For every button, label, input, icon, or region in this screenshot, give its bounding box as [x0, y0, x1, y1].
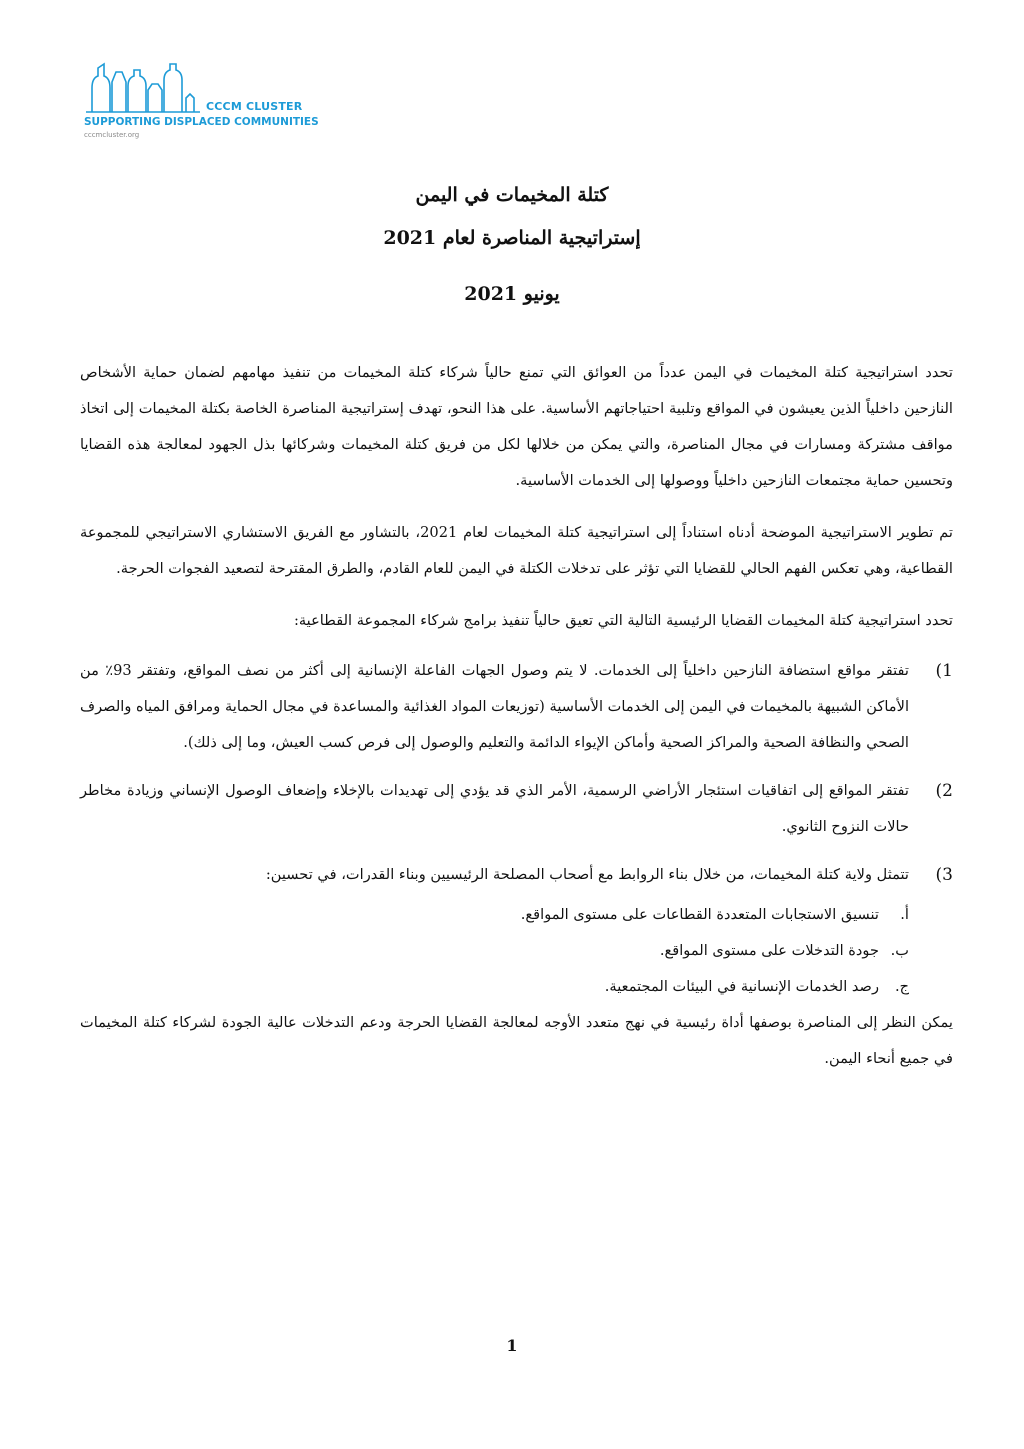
- sub-list-letter: أ.: [900, 906, 909, 923]
- sub-list-text: جودة التدخلات على مستوى المواقع.: [659, 942, 879, 959]
- document-date: يونيو 2021: [464, 283, 560, 305]
- document-body: [80, 355, 953, 1093]
- list-item-text: تفتقر المواقع إلى اتفاقيات استئجار الأراضي الرسمية، الأمر الذي قد يؤدي إلى تهديدات بالإخلاء وإضعاف الوصول الإنساني وزيادة مخاطر حالات النزوح الثانوي.: [80, 782, 909, 835]
- list-item-number: 1): [935, 661, 953, 681]
- list-item: [80, 857, 953, 893]
- sub-list-letter: ب.: [890, 942, 909, 959]
- cccm-logo: [82, 58, 322, 148]
- sub-list-item: [80, 933, 953, 969]
- logo-tagline: SUPPORTING DISPLACED COMMUNITIES: [84, 116, 319, 128]
- sub-list-letter: ج.: [894, 978, 909, 995]
- people-silhouette-icon: [82, 58, 206, 114]
- document-title: كتلة المخيمات في اليمن: [415, 184, 609, 206]
- list-item-text: تفتقر مواقع استضافة النازحين داخلياً إلى الخدمات. لا يتم وصول الجهات الفاعلة الإنسانية إلى أكثر من نصف المواقع، وتفتقر 93٪ من الأماكن الشبيهة بالمخيمات في اليمن إلى الخدمات الأساسية (توزيعات المواد الغذائية والمساعدة في مجال الحماية ومرافق المياه والصرف الصحي والنظافة الصحية والمراكز الصحية وأماكن الإيواء الدائمة والتعليم والوصول إلى فرص كسب العيش، وما إلى ذلك).: [80, 662, 909, 751]
- logo-brand: CCCM CLUSTER: [206, 100, 303, 113]
- list-item: [80, 773, 953, 845]
- sub-list-text: تنسيق الاستجابات المتعددة القطاعات على مستوى المواقع.: [520, 906, 879, 923]
- list-item-number: 3): [935, 865, 953, 885]
- list-item: [80, 653, 953, 761]
- paragraph-1: تحدد استراتيجية كتلة المخيمات في اليمن عدداً من العوائق التي تمنع حالياً شركاء كتلة المخيمات من تنفيذ مهامهم لضمان حماية الأشخاص النازحين داخلياً الذين يعيشون في المواقع وتلبية احتياجاتهم الأساسية. على هذا النحو، تهدف إستراتيجية المناصرة الخاصة بكتلة المخيمات إلى اتخاذ مواقف مشتركة ومسارات في مجال المناصرة، والتي يمكن من خلالها لكل من فريق كتلة المخيمات وشركائها بذل الجهود لمعالجة هذه القضايا وتحسين حماية مجتمعات النازحين داخلياً ووصولها إلى الخدمات الأساسية.: [80, 364, 953, 489]
- sub-list-text: رصد الخدمات الإنسانية في البيئات المجتمعية.: [604, 978, 879, 995]
- paragraph-2: تم تطوير الاستراتيجية الموضحة أدناه استناداً إلى استراتيجية كتلة المخيمات لعام 2021، بالتشاور مع الفريق الاستشاري الاستراتيجي للمجموعة القطاعية، وهي تعكس الفهم الحالي للقضايا التي تؤثر على تدخلات الكتلة في اليمن للعام القادم، والطرق المقترحة لتصعيد الفجوات الحرجة.: [80, 524, 953, 577]
- issues-intro: تحدد استراتيجية كتلة المخيمات القضايا الرئيسية التالية التي تعيق حالياً تنفيذ برامج شركاء المجموعة القطاعية:: [293, 612, 953, 629]
- page-number: 1: [506, 1336, 518, 1355]
- logo-url: cccmcluster.org: [84, 131, 140, 139]
- list-item-number: 2): [935, 781, 953, 801]
- document-subtitle: إستراتيجية المناصرة لعام 2021: [383, 227, 641, 249]
- closing-paragraph: يمكن النظر إلى المناصرة بوصفها أداة رئيسية في نهج متعدد الأوجه لمعالجة القضايا الحرجة ودعم التدخلات عالية الجودة لشركاء كتلة المخيمات في جميع أنحاء اليمن.: [80, 1014, 953, 1067]
- sub-list-item: [80, 897, 953, 933]
- sub-list-item: [80, 969, 953, 1005]
- list-item-text: تتمثل ولاية كتلة المخيمات، من خلال بناء الروابط مع أصحاب المصلحة الرئيسيين وبناء القدرات، في تحسين:: [265, 866, 909, 883]
